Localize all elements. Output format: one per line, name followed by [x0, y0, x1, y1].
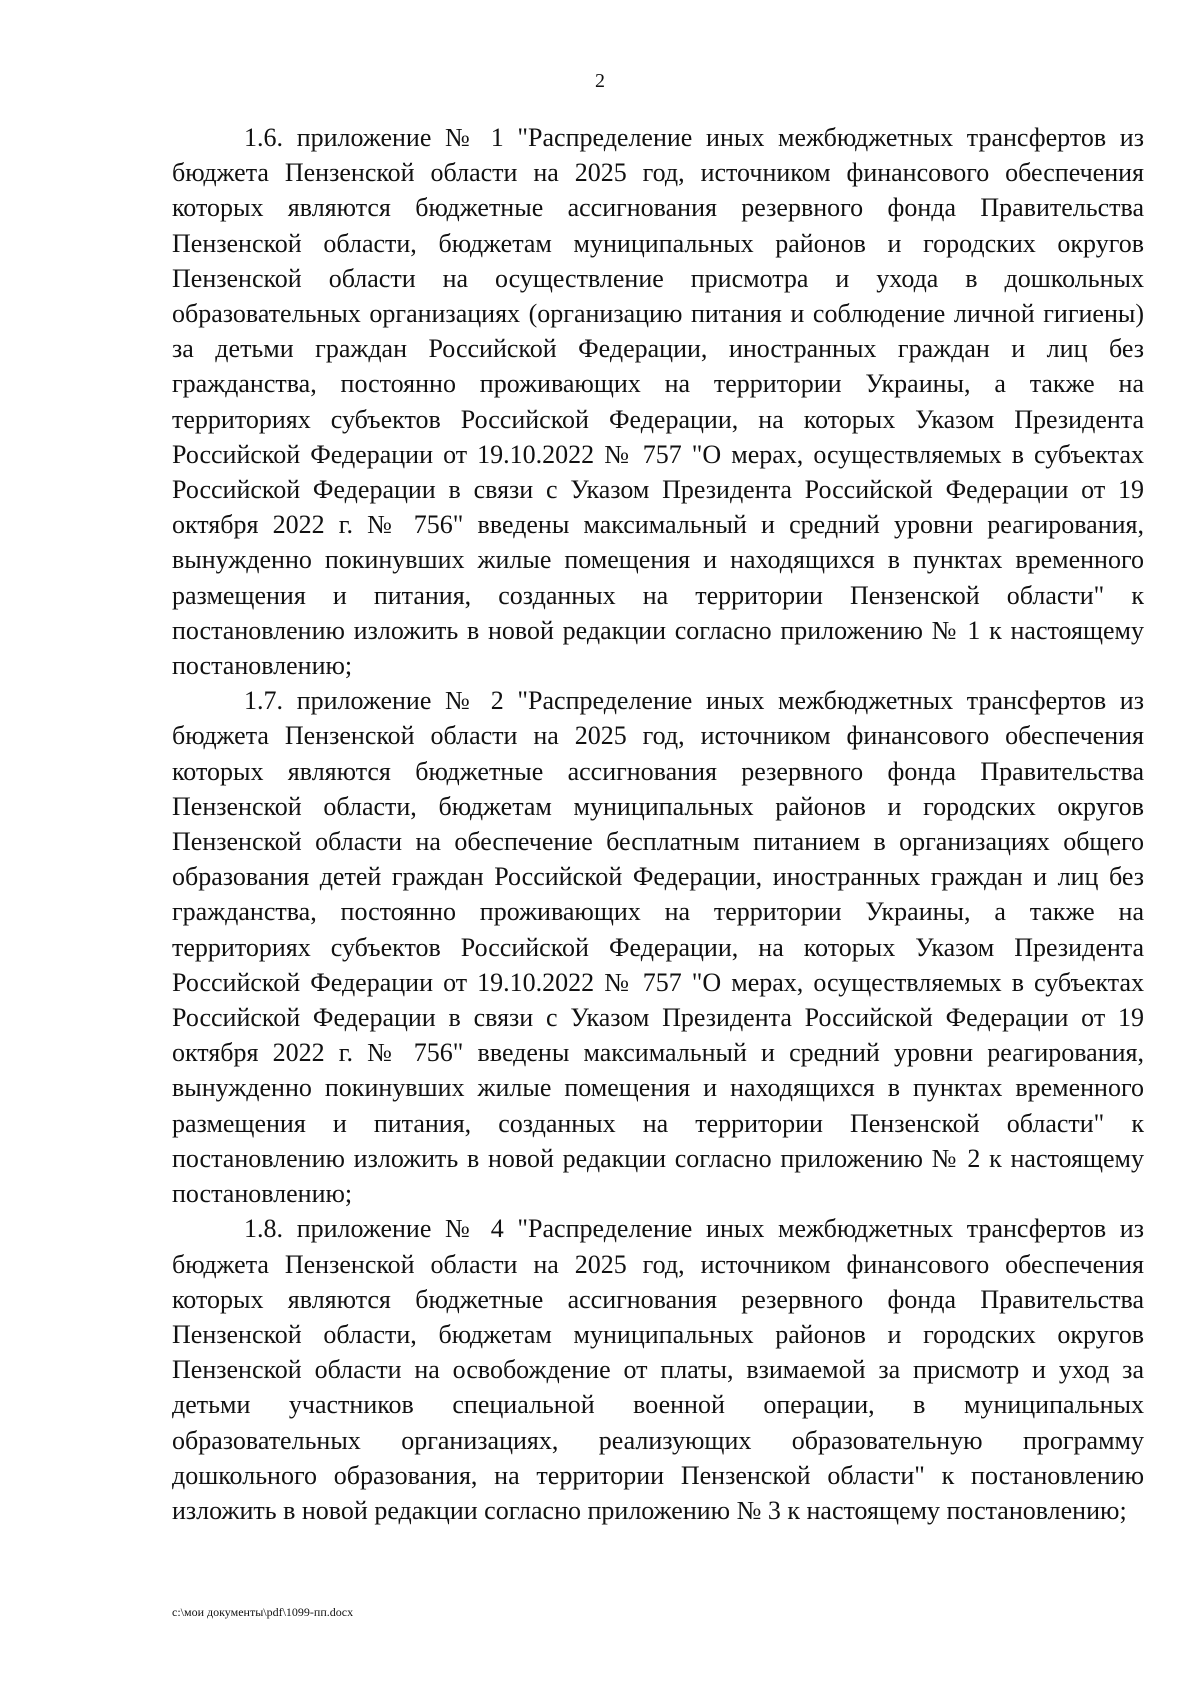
- paragraph-1-6: 1.6. приложение № 1 "Распределение иных межбюджетных трансфертов из бюджета Пензенской области на 2025 год, источником финансового обеспечения которых являются бюджетные ассигнования резервного фонда Правительства Пензенской области, бюджетам муниципальных районов и городских округов Пензенской области на осуществление присмотра и ухода в дошкольных образовательных организациях (организацию питания и соблюдение личной гигиены) за детьми граждан Российской Федерации, иностранных граждан и лиц без гражданства, постоянно проживающих на территории Украины, а также на территориях субъектов Российской Федерации, на которых Указом Президента Российской Федерации от 19.10.2022 № 757 "О мерах, осуществляемых в субъектах Российской Федерации в связи с Указом Президента Российской Федерации от 19 октября 2022 г. № 756" введены максимальный и средний уровни реагирования, вынужденно покинувших жилые помещения и находящихся в пунктах временного размещения и питания, созданных на территории Пензенской области" к постановлению изложить в новой редакции согласно приложению № 1 к настоящему постановлению;: [172, 123, 1144, 681]
- document-body: [172, 120, 1144, 1528]
- paragraph-1-7: 1.7. приложение № 2 "Распределение иных межбюджетных трансфертов из бюджета Пензенской области на 2025 год, источником финансового обеспечения которых являются бюджетные ассигнования резервного фонда Правительства Пензенской области, бюджетам муниципальных районов и городских округов Пензенской области на обеспечение бесплатным питанием в организациях общего образования детей граждан Российской Федерации, иностранных граждан и лиц без гражданства, постоянно проживающих на территории Украины, а также на территориях субъектов Российской Федерации, на которых Указом Президента Российской Федерации от 19.10.2022 № 757 "О мерах, осуществляемых в субъектах Российской Федерации в связи с Указом Президента Российской Федерации от 19 октября 2022 г. № 756" введены максимальный и средний уровни реагирования, вынужденно покинувших жилые помещения и находящихся в пунктах временного размещения и питания, созданных на территории Пензенской области" к постановлению изложить в новой редакции согласно приложению № 2 к настоящему постановлению;: [172, 686, 1144, 1209]
- page-number: 2: [595, 70, 605, 92]
- paragraph-1-8: 1.8. приложение № 4 "Распределение иных межбюджетных трансфертов из бюджета Пензенской области на 2025 год, источником финансового обеспечения которых являются бюджетные ассигнования резервного фонда Правительства Пензенской области, бюджетам муниципальных районов и городских округов Пензенской области на освобождение от платы, взимаемой за присмотр и уход за детьми участников специальной военной операции, в муниципальных образовательных организациях, реализующих образовательную программу дошкольного образования, на территории Пензенской области" к постановлению изложить в новой редакции согласно приложению № 3 к настоящему постановлению;: [172, 1214, 1144, 1525]
- file-path-footer: c:\мои документы\pdf\1099-пп.docx: [172, 1605, 354, 1619]
